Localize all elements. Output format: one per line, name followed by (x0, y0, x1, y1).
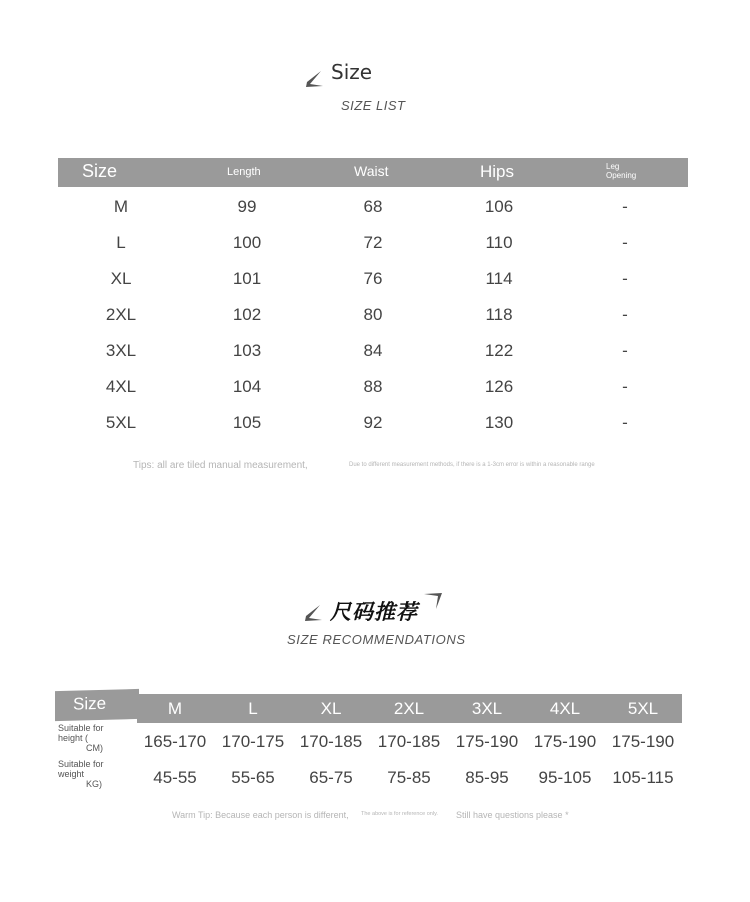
cell-hips: 118 (485, 305, 513, 324)
tips-small-text: Due to different measurement methods, if there is a 1-3cm error is within a reasonable range (349, 462, 595, 468)
cell-hips: 130 (484, 413, 514, 432)
warm-tip-end-text: Still have questions please * (456, 810, 569, 820)
recommend-title: 尺码推荐 (330, 600, 418, 624)
warm-tip-text: Warm Tip: Because each person is different, (172, 810, 349, 820)
cell-size: XL (110, 269, 132, 288)
size-table-header (58, 158, 688, 187)
cell-leg-opening: - (622, 413, 628, 432)
cell-size: 5XL (105, 413, 137, 432)
size-title: Size (331, 60, 373, 84)
height-cell: 175-190 (533, 732, 597, 751)
header-size: Size (82, 161, 118, 181)
cell-size: L (116, 233, 126, 252)
tips-text: Tips: all are tiled manual measurement, (133, 460, 308, 471)
cell-waist: 88 (363, 377, 383, 396)
cell-hips: 126 (484, 377, 514, 396)
header-size-4xl: 4XL (549, 699, 581, 718)
cell-leg-opening: - (622, 269, 628, 288)
header-length: Length (227, 166, 261, 178)
height-cell: 165-170 (143, 732, 207, 751)
weight-cell: 95-105 (538, 768, 592, 787)
warm-tip-small-text: The above is for reference only. (361, 811, 438, 817)
header-size-2xl: 2XL (393, 699, 425, 718)
size-header-label: Size (73, 693, 107, 714)
table-row (58, 224, 688, 260)
table-row (58, 296, 688, 332)
height-cell: 170-185 (377, 732, 441, 751)
cell-length: 102 (232, 305, 262, 324)
cell-size: 2XL (105, 305, 137, 324)
weight-cell: 65-75 (309, 768, 353, 787)
hook-icon (303, 70, 325, 88)
weight-cell: 45-55 (153, 768, 197, 787)
cell-hips: 122 (484, 341, 514, 360)
hook-left-icon (302, 604, 324, 622)
table-row (58, 188, 688, 224)
cell-size: 4XL (105, 377, 137, 396)
cell-size: 3XL (105, 341, 137, 360)
size-header-cell (55, 689, 139, 721)
height-cell: 170-175 (221, 732, 285, 751)
height-cell: 175-190 (455, 732, 519, 751)
weight-cell: 85-95 (465, 768, 509, 787)
cell-hips: 110 (485, 233, 513, 252)
cell-size: M (113, 197, 129, 216)
weight-row-label: Suitable for weight KG) (58, 759, 104, 789)
cell-leg-opening: - (622, 341, 628, 360)
cell-waist: 92 (363, 413, 383, 432)
header-size-xl: XL (320, 699, 342, 718)
cell-length: 105 (232, 413, 262, 432)
cell-hips: 106 (484, 197, 514, 216)
cell-leg-opening: - (622, 197, 628, 216)
hook-right-icon (422, 592, 444, 610)
weight-cell: 55-65 (231, 768, 275, 787)
cell-waist: 84 (363, 341, 383, 360)
header-hips: Hips (480, 162, 515, 181)
cell-length: 101 (232, 269, 262, 288)
height-cell: 170-185 (299, 732, 363, 751)
table-row (58, 260, 688, 296)
height-cell: 175-190 (611, 732, 675, 751)
cell-hips: 114 (485, 269, 513, 288)
cell-waist: 68 (363, 197, 383, 216)
weight-cell: 75-85 (387, 768, 431, 787)
table-row (58, 404, 688, 440)
cell-length: 99 (237, 197, 257, 216)
header-size-3xl: 3XL (471, 699, 503, 718)
recommend-subtitle: SIZE RECOMMENDATIONS (287, 632, 466, 647)
cell-length: 103 (232, 341, 262, 360)
cell-length: 104 (232, 377, 262, 396)
recommend-table-header (137, 694, 682, 723)
table-row (58, 332, 688, 368)
header-size-l: L (248, 699, 258, 718)
cell-leg-opening: - (622, 377, 628, 396)
size-list-subtitle: SIZE LIST (341, 98, 406, 113)
height-row-label: Suitable for height ( CM) (58, 723, 104, 753)
header-size-5xl: 5XL (627, 699, 659, 718)
cell-waist: 72 (363, 233, 383, 252)
table-row (58, 368, 688, 404)
cell-waist: 80 (363, 305, 383, 324)
cell-leg-opening: - (622, 305, 628, 324)
cell-waist: 76 (363, 269, 383, 288)
cell-length: 100 (232, 233, 262, 252)
header-leg-opening: Leg Opening (606, 162, 637, 180)
header-size-m: M (167, 699, 183, 718)
header-waist: Waist (354, 163, 389, 179)
weight-cell: 105-115 (612, 768, 674, 787)
cell-leg-opening: - (622, 233, 628, 252)
